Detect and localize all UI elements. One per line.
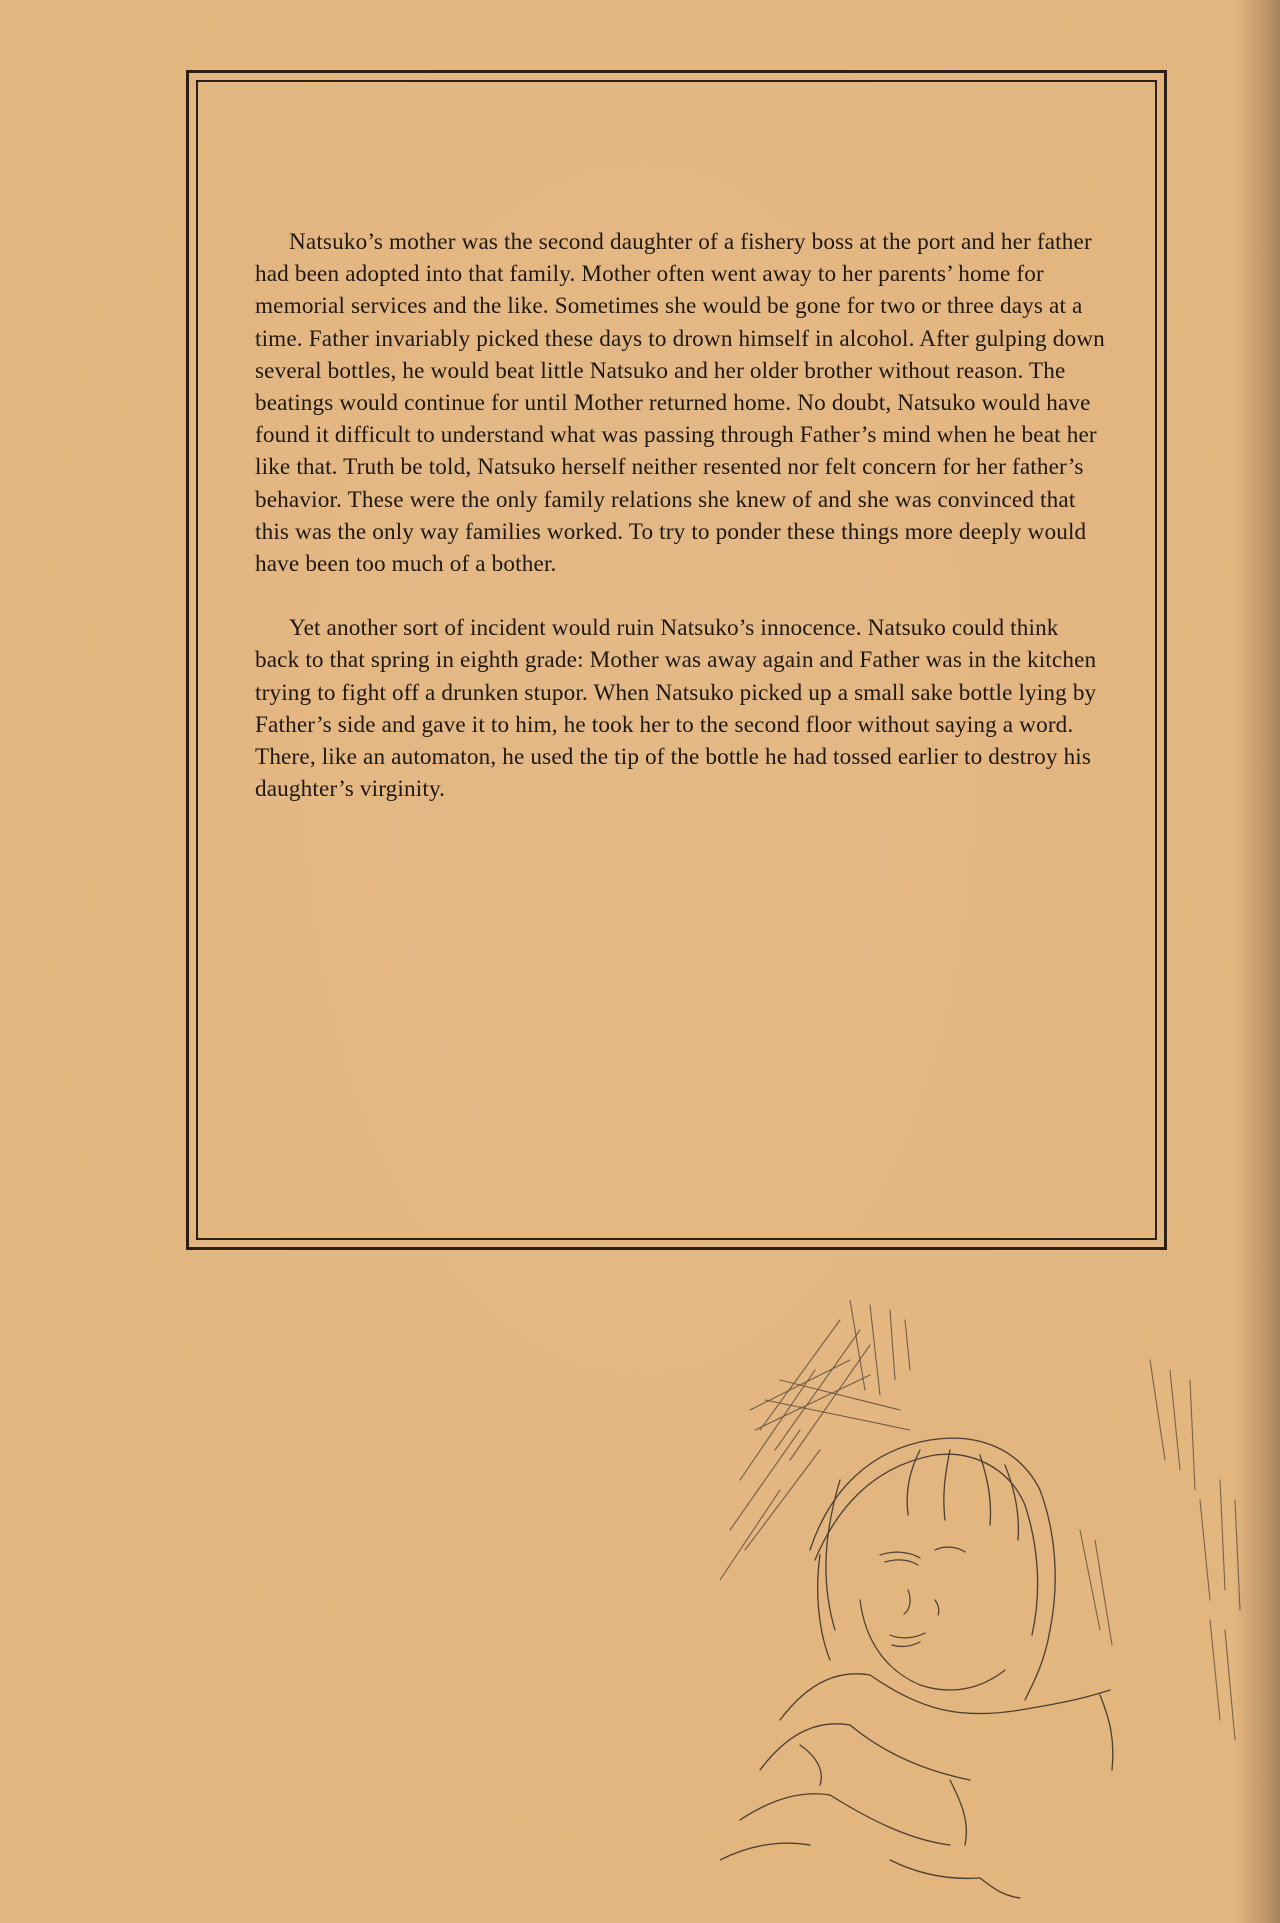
pencil-sketch-girl-icon [720,1300,1260,1900]
paragraph-2: Yet another sort of incident would ruin Natsuko’s innocence. Natsuko could think back to that spring in eighth grade: Mother was away again and Father was in the kitchen trying to fight off a drunken stupor. When Natsuko picked up a small sake bottle lying by Father’s side and gave it to him, he took her to the second floor without saying a word. There, like an automaton, he used the tip of the bottle he had tossed earlier to destroy his daughter’s virginity. [255,615,1097,803]
story-text [255,226,1105,837]
paragraph-1: Natsuko’s mother was the second daughter of a fishery boss at the port and her father had been adopted into that family. Mother often went away to her parents’ home for memorial services and the like. Sometimes she would be gone for two or three days at a time. Father invariably picked these days to drown himself in alcohol. After gulping down several bottles, he would beat little Natsuko and her older brother without reason. The beatings would continue for until Mother returned home. No doubt, Natsuko would have found it difficult to understand what was passing through Father’s mind when he beat her like that. Truth be told, Natsuko herself neither resented nor felt concern for her father’s behavior. These were the only family relations she knew of and she was convinced that this was the only way families worked. To try to ponder these things more deeply would have been too much of a bother. [255,229,1105,578]
